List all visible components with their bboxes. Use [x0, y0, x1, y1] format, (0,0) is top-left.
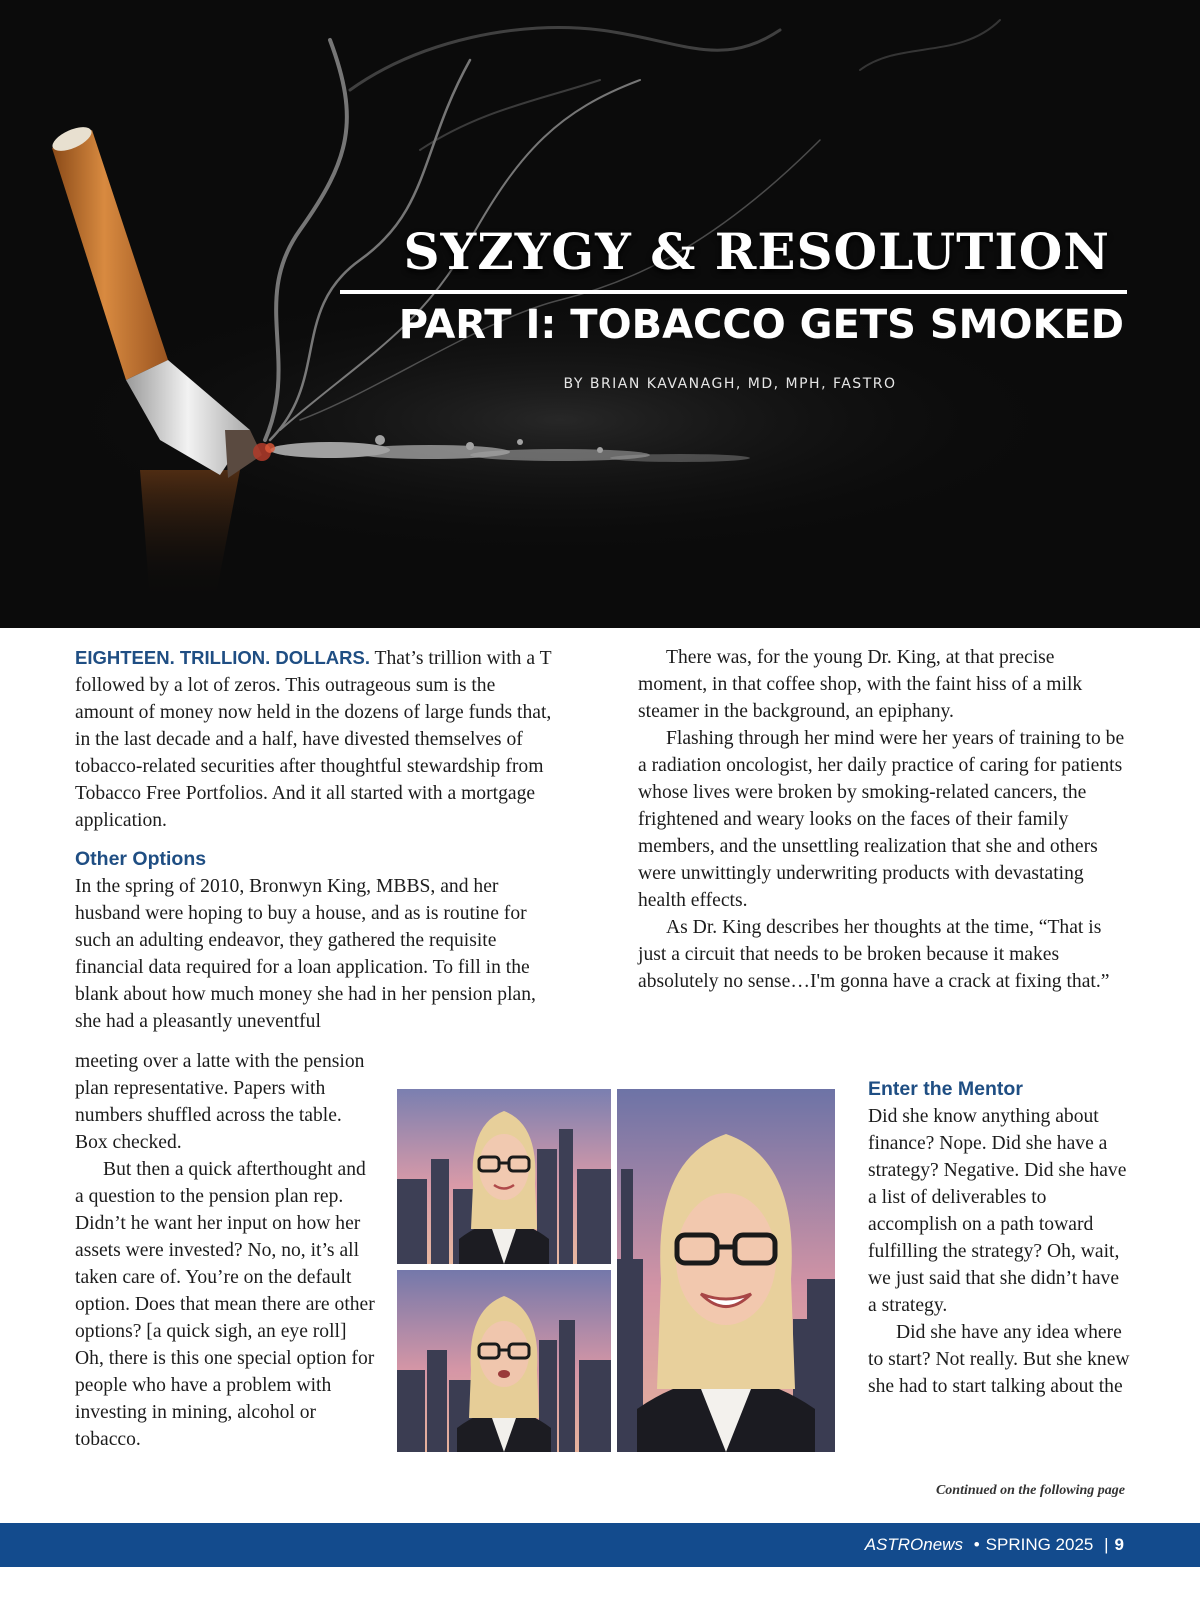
colb-paragraph-1: There was, for the young Dr. King, at that precise moment, in that coffee shop, with the faint hiss of a milk steamer in the background, an epiphany.: [638, 647, 1083, 722]
column-left-bottom: [75, 1048, 375, 1453]
section1-paragraph-1-continued: meeting over a latte with the pension plan representative. Papers with numbers shuffled across the table. Box checked.: [75, 1051, 365, 1153]
section2-paragraph-1: Did she know anything about finance? Nope. Did she have a strategy? Negative. Did she have a list of deliverables to accomplish on a path toward fulfilling the strategy? Oh, wait, we just said that she didn’t have a strategy.: [868, 1106, 1127, 1316]
footer-divider: |: [1104, 1535, 1109, 1554]
continued-note: Continued on the following page: [935, 1483, 1125, 1498]
hero-banner: [0, 0, 1200, 628]
article-title: SYZYGY & RESOLUTION: [403, 222, 1110, 281]
colb-paragraph-3: As Dr. King describes her thoughts at the time, “That is just a circuit that needs to be broken because it makes absolutely no sense…I'm gonna have a crack at fixing that.”: [638, 917, 1110, 992]
intro-paragraph: [75, 644, 553, 834]
page-footer: [0, 1523, 1200, 1567]
column-right-bottom: [868, 1076, 1130, 1400]
publication-name: ASTROnews: [864, 1535, 963, 1554]
column-left-top: [75, 644, 553, 1035]
article-subtitle: PART I: TOBACCO GETS SMOKED: [398, 302, 1124, 348]
intro-body: That’s trillion with a T followed by a lot of zeros. This outrageous sum is the amount of money now held in the dozens of large funds that, in the last decade and a half, have divested themselves of tobacco-related securities after thoughtful stewardship from Tobacco Free Portfolios. And it all started with a mortgage application.: [75, 648, 552, 831]
section2-paragraph-2: Did she have any idea where to start? Not really. But she knew she had to start talking about the: [868, 1322, 1130, 1397]
column-right-top: [638, 644, 1128, 995]
page-number: 9: [1114, 1535, 1124, 1554]
video-still-large-right: [617, 1089, 835, 1452]
section1-paragraph-1: In the spring of 2010, Bronwyn King, MBBS, and her husband were hoping to buy a house, and as is routine for such an adulting endeavor, they gathered the requisite financial data required for a loan application. To fill in the blank about how much money she had in her pension plan, she had a pleasantly uneventful: [75, 876, 536, 1032]
colb-paragraph-2: Flashing through her mind were her years of training to be a radiation oncologist, her daily practice of caring for patients whose lives were broken by smoking-related cancers, the frightened and weary looks on the faces of their family members, and the unsettling realization that she and others were unwittingly underwriting products with devastating health effects.: [638, 728, 1125, 911]
footer-bullet: •: [973, 1535, 980, 1554]
section1-paragraph-2: But then a quick afterthought and a question to the pension plan rep. Didn’t he want her input on how her assets were invested? No, no, it’s all taken care of. You’re on the default option. Does that mean there are other options? [a quick sigh, an eye roll] Oh, there is this one special option for people who have a problem with investing in mining, alcohol or tobacco.: [75, 1159, 375, 1450]
intro-lead: EIGHTEEN. TRILLION. DOLLARS.: [75, 647, 370, 668]
byline: BY BRIAN KAVANAGH, MD, MPH, FASTRO: [563, 376, 897, 392]
title-divider: [340, 290, 1127, 294]
issue-label: SPRING 2025: [985, 1535, 1094, 1554]
video-still-bottom-left: [397, 1270, 611, 1452]
video-still-top-left: [397, 1089, 611, 1264]
section-heading-enter-the-mentor: Enter the Mentor: [868, 1078, 1023, 1100]
section-heading-other-options: Other Options: [75, 848, 207, 870]
